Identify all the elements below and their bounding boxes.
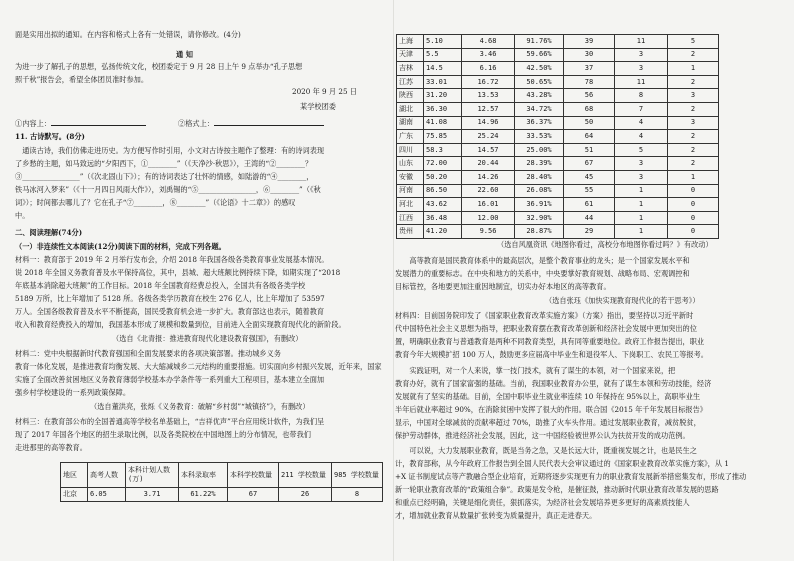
- material-1-line: 收入和教育经费投入的增加，我国基本形成了规模和数量到位，目前进入全面实现教育现代化的新阶段。: [15, 320, 346, 329]
- table-row: [397, 211, 719, 225]
- para1-source: （选自张珏《加快实现教育现代化的若干思考》）: [545, 296, 700, 305]
- table-cell: 贵州: [397, 225, 424, 239]
- table-cell: 6.16: [462, 62, 515, 76]
- table-cell: 湖北: [397, 102, 424, 116]
- table-cell: 45: [564, 170, 615, 184]
- material-1-line: 材料一：教育部于 2019 年 2 月举行发布会，介绍 2018 年我国各级各类教育事业发展基本情况。: [15, 255, 329, 264]
- table-cell: 0: [668, 184, 719, 198]
- table-cell: 1: [668, 62, 719, 76]
- table-cell: 44: [564, 211, 615, 225]
- notice-body-1: 为进一步了解孔子的思想，弘扬传统文化，校团委定于 9 月 28 日上午 9 点举办“孔子思想: [15, 62, 303, 71]
- table-cell: 江西: [397, 211, 424, 225]
- table-cell: 0: [668, 211, 719, 225]
- table-row: [397, 89, 719, 103]
- table-cell: 28.40%: [515, 170, 564, 184]
- page-gutter: [393, 0, 394, 561]
- answer-content-label: ①内容上：: [15, 119, 51, 128]
- table-source: （选自风凰资讯《地图你看过，高校分布地图你看过吗？》有改动）: [497, 240, 713, 249]
- table-row: [397, 130, 719, 144]
- table-row: [61, 488, 383, 502]
- table-header: 985 学校数量: [332, 463, 383, 488]
- table-cell: 11: [615, 35, 668, 49]
- table-cell: 江苏: [397, 75, 424, 89]
- left-page: [0, 0, 393, 561]
- material-3-line: 走进那里的高等教育。: [15, 443, 87, 452]
- section-2-title: 二、阅读理解(74分): [15, 228, 83, 237]
- table-cell: 0: [668, 198, 719, 212]
- table-cell: 14.96: [462, 116, 515, 130]
- answer-content-blank[interactable]: [51, 125, 146, 126]
- table-cell: 51: [564, 143, 615, 157]
- table-cell: 2: [668, 130, 719, 144]
- table-header: 本科录取率: [179, 463, 228, 488]
- table-cell: 43.28%: [515, 89, 564, 103]
- table-cell: 4.68: [462, 35, 515, 49]
- table-header: 地区: [61, 463, 88, 488]
- table-cell: 11: [615, 75, 668, 89]
- table-row: [397, 75, 719, 89]
- table-cell: 1: [668, 170, 719, 184]
- table-cell: 12.00: [462, 211, 515, 225]
- table-cell: 33.53%: [515, 130, 564, 144]
- table-header: 高考人数: [88, 463, 126, 488]
- table-cell: 64: [564, 130, 615, 144]
- table-cell: 86.50: [424, 184, 462, 198]
- table-row: [397, 225, 719, 239]
- table-cell: 50.20: [424, 170, 462, 184]
- notice-date: 2020 年 9 月 25 日: [292, 87, 357, 96]
- material-4-line: 和重点已经明确，关键是细化责任，狠抓落实，为经济社会发展培养更多更好的高素质技能人: [395, 498, 690, 507]
- table-row: [397, 62, 719, 76]
- notice-org: 某学校团委: [300, 102, 336, 111]
- table-cell: 8: [332, 488, 383, 502]
- table-cell: 吉林: [397, 62, 424, 76]
- table-cell: 26: [279, 488, 332, 502]
- top-line: 面是实用出拟的通知。在内容和格式上各有一处错误，请你修改。(4分): [15, 30, 241, 39]
- table-cell: 41.20: [424, 225, 462, 239]
- table-cell: 河北: [397, 198, 424, 212]
- table-cell: 13.53: [462, 89, 515, 103]
- table-cell: 0: [668, 225, 719, 239]
- answer-format-blank[interactable]: [214, 125, 324, 126]
- material-2-line: 实施了全面改善贫困地区义务教育薄弱学校基本办学条件等一系列重大工程项目，基本建立全面加: [15, 375, 325, 384]
- table-cell: 75.85: [424, 130, 462, 144]
- notice-body-2: 照千秋”报告会，希望全体团员准时参加。: [15, 75, 149, 84]
- table-cell: 29: [564, 225, 615, 239]
- material-4-line: 教育今年大规模扩招 100 万人，鼓励更多应届高中毕业生和退役军人、下岗职工、农民工等报考。: [395, 350, 708, 359]
- table-cell: 25.24: [462, 130, 515, 144]
- material-1-line: 万人。全国各级教育普及水平不断提高，国民受教育机会进一步扩大。教育部这也表示，随着教育: [15, 307, 325, 316]
- notice-title: 通 知: [176, 50, 193, 59]
- table-cell: 41.08: [424, 116, 462, 130]
- material-1-line: 5189 万所，比上年增加了 5128 所。各级各类学历教育在校生 276 亿人，比上年增加了 53597: [15, 294, 325, 303]
- table-cell: 北京: [61, 488, 88, 502]
- table-cell: 67: [228, 488, 279, 502]
- table-cell: 33.01: [424, 75, 462, 89]
- table-cell: 36.37%: [515, 116, 564, 130]
- q11-line: ③________________”（《次北固山下》）；有的诗词表达了壮怀的情感，如陆游的“④________，: [15, 172, 314, 181]
- table-cell: 1: [615, 184, 668, 198]
- para1-line: 发展潜力的重要标志。在中央和地方的关系中，中央要掌好教育规划、战略布局、宏观调控和: [395, 269, 690, 278]
- table-cell: 34.72%: [515, 102, 564, 116]
- table-row: [397, 102, 719, 116]
- table-row: [397, 198, 719, 212]
- table-header: 本科计划人数(万): [126, 463, 179, 488]
- table-cell: 12.57: [462, 102, 515, 116]
- material-4-line: 半年后就业率超过 90%，在消除贫困中发挥了很大的作用。联合国《2015 年千年发展目标报告》: [395, 405, 707, 414]
- table-cell: 42.50%: [515, 62, 564, 76]
- material-4-line: 才，增加就业教育从数量扩张转变为质量提升，真正走进春天。: [395, 511, 597, 520]
- table-cell: 3: [615, 62, 668, 76]
- table-cell: 50.65%: [515, 75, 564, 89]
- table-cell: 31.20: [424, 89, 462, 103]
- right-page: [395, 0, 794, 561]
- table-cell: 山东: [397, 157, 424, 171]
- material-4-line: 置，明确职业教育与普通教育是两种不同教育类型，具有同等重要地位。政府工作报告提出，职业: [395, 337, 705, 346]
- table-cell: 8: [615, 89, 668, 103]
- table-cell: 59.66%: [515, 48, 564, 62]
- para1-line: 目标管控，各地要更加注重因地制宜，切实办好本地区的高等教育。: [395, 282, 611, 291]
- material-1-line: 说 2018 年全国义务教育普及水平保持高位，其中，县城、超大班额比例持续下降，如期实现了“2018: [15, 268, 341, 277]
- material-4-line: 显示，中国对全球减贫的贡献率超过 70%，助推了火车头作用。通过发展职业教育，减贫脱贫，: [395, 418, 701, 427]
- table-cell: 5: [615, 143, 668, 157]
- table-cell: 5.10: [424, 35, 462, 49]
- table-cell: 6.05: [88, 488, 126, 502]
- table-cell: 3: [615, 157, 668, 171]
- table-cell: 36.48: [424, 211, 462, 225]
- material-2-source: （选自董洪亮，张烁《义务教育：破解“乡村弱”“城镇挤”》，有删改）: [90, 402, 310, 411]
- table-cell: 55: [564, 184, 615, 198]
- table-row: [397, 116, 719, 130]
- table-cell: 3.46: [462, 48, 515, 62]
- material-4-line: 保护劳动群体，推进经济社会发展，因此，这一中国经验被世界公认为扶贫开发的成功范例。: [395, 431, 690, 440]
- table-row: [397, 184, 719, 198]
- table-cell: 26.08%: [515, 184, 564, 198]
- material-2-line: 教育一体化发展，是推进教育均衡发展、大大缩减城乡二元结构的重要措施。切实面向乡村振兴发展，近年来，国家: [15, 362, 382, 371]
- table-cell: 14.26: [462, 170, 515, 184]
- table-cell: 36.91%: [515, 198, 564, 212]
- admissions-table-right: [396, 34, 719, 239]
- table-cell: 5.5: [424, 48, 462, 62]
- table-row: [397, 35, 719, 49]
- material-2-line: 强乡村学校建设的一系列政策保障。: [15, 388, 131, 397]
- q11-line: 了乡愁的主题，如马致远的“夕阳西下，①________”（《天净沙·秋思》），王湾的“②________？: [15, 159, 313, 168]
- table-cell: 67: [564, 157, 615, 171]
- table-cell: 河南: [397, 184, 424, 198]
- material-1-source: （选自《北青报：推进教育现代化建设教育强国》，有删改）: [112, 334, 303, 343]
- table-cell: 2: [668, 143, 719, 157]
- material-4-line: 新一轮职业教育改革的“政策组合拳”。政策是发令枪，是催征鼓，推动新时代职业教育改革发展的思路: [395, 485, 719, 494]
- table-header-row: [61, 463, 383, 488]
- table-cell: 2: [668, 75, 719, 89]
- table-row: [397, 48, 719, 62]
- table-cell: 陕西: [397, 89, 424, 103]
- table-cell: 9.56: [462, 225, 515, 239]
- table-header: 211 学校数量: [279, 463, 332, 488]
- table-cell: 43.62: [424, 198, 462, 212]
- material-4-line: 计，教育部称，从今年政府工作报告到全国人民代表大会审议通过的《国家职业教育改革实施方案》，从 1: [395, 459, 729, 468]
- table-cell: 5: [668, 35, 719, 49]
- table-cell: 湖南: [397, 116, 424, 130]
- table-cell: 14.57: [462, 143, 515, 157]
- table-cell: 4: [615, 116, 668, 130]
- table-row: [397, 143, 719, 157]
- table-cell: 58.3: [424, 143, 462, 157]
- table-cell: 36.30: [424, 102, 462, 116]
- table-cell: 28.39%: [515, 157, 564, 171]
- table-cell: 16.72: [462, 75, 515, 89]
- table-cell: 4: [615, 130, 668, 144]
- table-cell: 25.00%: [515, 143, 564, 157]
- table-header: 本科学校数量: [228, 463, 279, 488]
- table-cell: 61.22%: [179, 488, 228, 502]
- q11-line: 铁马冰河入梦来”（《十一月四日风雨大作》），刘禹锡的“⑤________________，⑥________”（《秋: [15, 185, 321, 194]
- material-3-line: 现了 2017 年国各个地区的招生录取比例，以及各类院校在中国地图上的分布情况，也带我们: [15, 430, 311, 439]
- table-row: [397, 170, 719, 184]
- table-cell: 7: [615, 102, 668, 116]
- table-cell: 37: [564, 62, 615, 76]
- material-2-line: 材料二：党中央根据新时代教育强国和全面发展要求的各项决策部署。推动城乡义务: [15, 349, 281, 358]
- table-cell: 1: [615, 211, 668, 225]
- table-cell: 3: [615, 48, 668, 62]
- admissions-table-left: [60, 462, 383, 502]
- table-cell: 30: [564, 48, 615, 62]
- q11-title: 11. 古诗默写。(8分): [15, 132, 85, 141]
- table-cell: 3: [668, 89, 719, 103]
- material-4-line: 实践证明，对一个人来说，掌一技门技术，就有了谋生的本领，对一个国家来说，把: [395, 366, 676, 375]
- table-cell: 四川: [397, 143, 424, 157]
- table-cell: 上海: [397, 35, 424, 49]
- material-4-line: 代中国特色社会主义思想为指导，把职业教育摆在教育改革创新和经济社会发展中更加突出的位: [395, 324, 697, 333]
- table-cell: 1: [615, 225, 668, 239]
- answer-format-label: ②格式上：: [178, 119, 214, 128]
- table-cell: 2: [668, 102, 719, 116]
- q11-line: 通读古诗，我们仿佛走进历史。为方便写作时引用，小文对古诗按主题作了整理：有的诗词表现: [15, 146, 325, 155]
- table-cell: 56: [564, 89, 615, 103]
- material-4-line: +X 证书制度试点等产教融合型企业培育，近期将逐步实现更有力的职业教育发展新举措密集发布，形成了推动: [395, 472, 747, 481]
- material-4-line: 可以说，大力发展职业教育，既是当务之急，又是长远大计，既重视发展之计，也是民生之: [395, 446, 697, 455]
- table-cell: 20.44: [462, 157, 515, 171]
- table-cell: 39: [564, 35, 615, 49]
- table-cell: 16.01: [462, 198, 515, 212]
- table-cell: 91.76%: [515, 35, 564, 49]
- material-3-line: 材料三：在教育部公布的全国普通高等学校名单基础上，“吉祥优声”平台应用统计软件，为我们呈: [15, 417, 325, 426]
- table-cell: 安徽: [397, 170, 424, 184]
- answer-content: [15, 119, 146, 128]
- table-cell: 3: [615, 170, 668, 184]
- table-cell: 天津: [397, 48, 424, 62]
- table-cell: 14.5: [424, 62, 462, 76]
- table-cell: 2: [668, 48, 719, 62]
- para1-line: 高等教育是国民教育体系中的最高层次，是整个教育事业的龙头；是一个国家发展水平和: [395, 256, 690, 265]
- table-cell: 78: [564, 75, 615, 89]
- q11-line: 中。: [15, 211, 30, 220]
- table-cell: 50: [564, 116, 615, 130]
- table-cell: 广东: [397, 130, 424, 144]
- table-cell: 3: [668, 116, 719, 130]
- table-cell: 3.71: [126, 488, 179, 502]
- table-cell: 68: [564, 102, 615, 116]
- table-row: [397, 157, 719, 171]
- material-4-line: 教育办好，就有了国家富强的基础。当前，我国职业教育办公里，就有了谋生本领和劳动技能，经济: [395, 379, 712, 388]
- table-cell: 28.87%: [515, 225, 564, 239]
- table-cell: 72.00: [424, 157, 462, 171]
- material-4-line: 材料四：目前国务院印发了《国家职业教育改革实施方案》（方案）指出，要坚持以习近平新时: [395, 311, 694, 320]
- answer-format: [178, 119, 324, 128]
- table-cell: 61: [564, 198, 615, 212]
- table-cell: 2: [668, 157, 719, 171]
- q11-line: 词》）；时间都去哪儿了？它在孔子“⑦________，⑧________”（《论语》十二章》）的感叹: [15, 198, 296, 207]
- table-cell: 32.90%: [515, 211, 564, 225]
- material-1-line: 年底基本消除超大班额”的工作目标。2018 年全国教育经费总投入，全国共有各级各类学校: [15, 281, 306, 290]
- material-4-line: 发展就有了坚实的基础。目前，全国中职毕业生就业率连续 10 年保持在 95%以上，高职毕业生: [395, 392, 701, 401]
- table-cell: 1: [615, 198, 668, 212]
- subsection-1-title: （一）非连续性文本阅读(12分)阅读下面的材料，完成下列各题。: [15, 242, 226, 251]
- table-cell: 22.60: [462, 184, 515, 198]
